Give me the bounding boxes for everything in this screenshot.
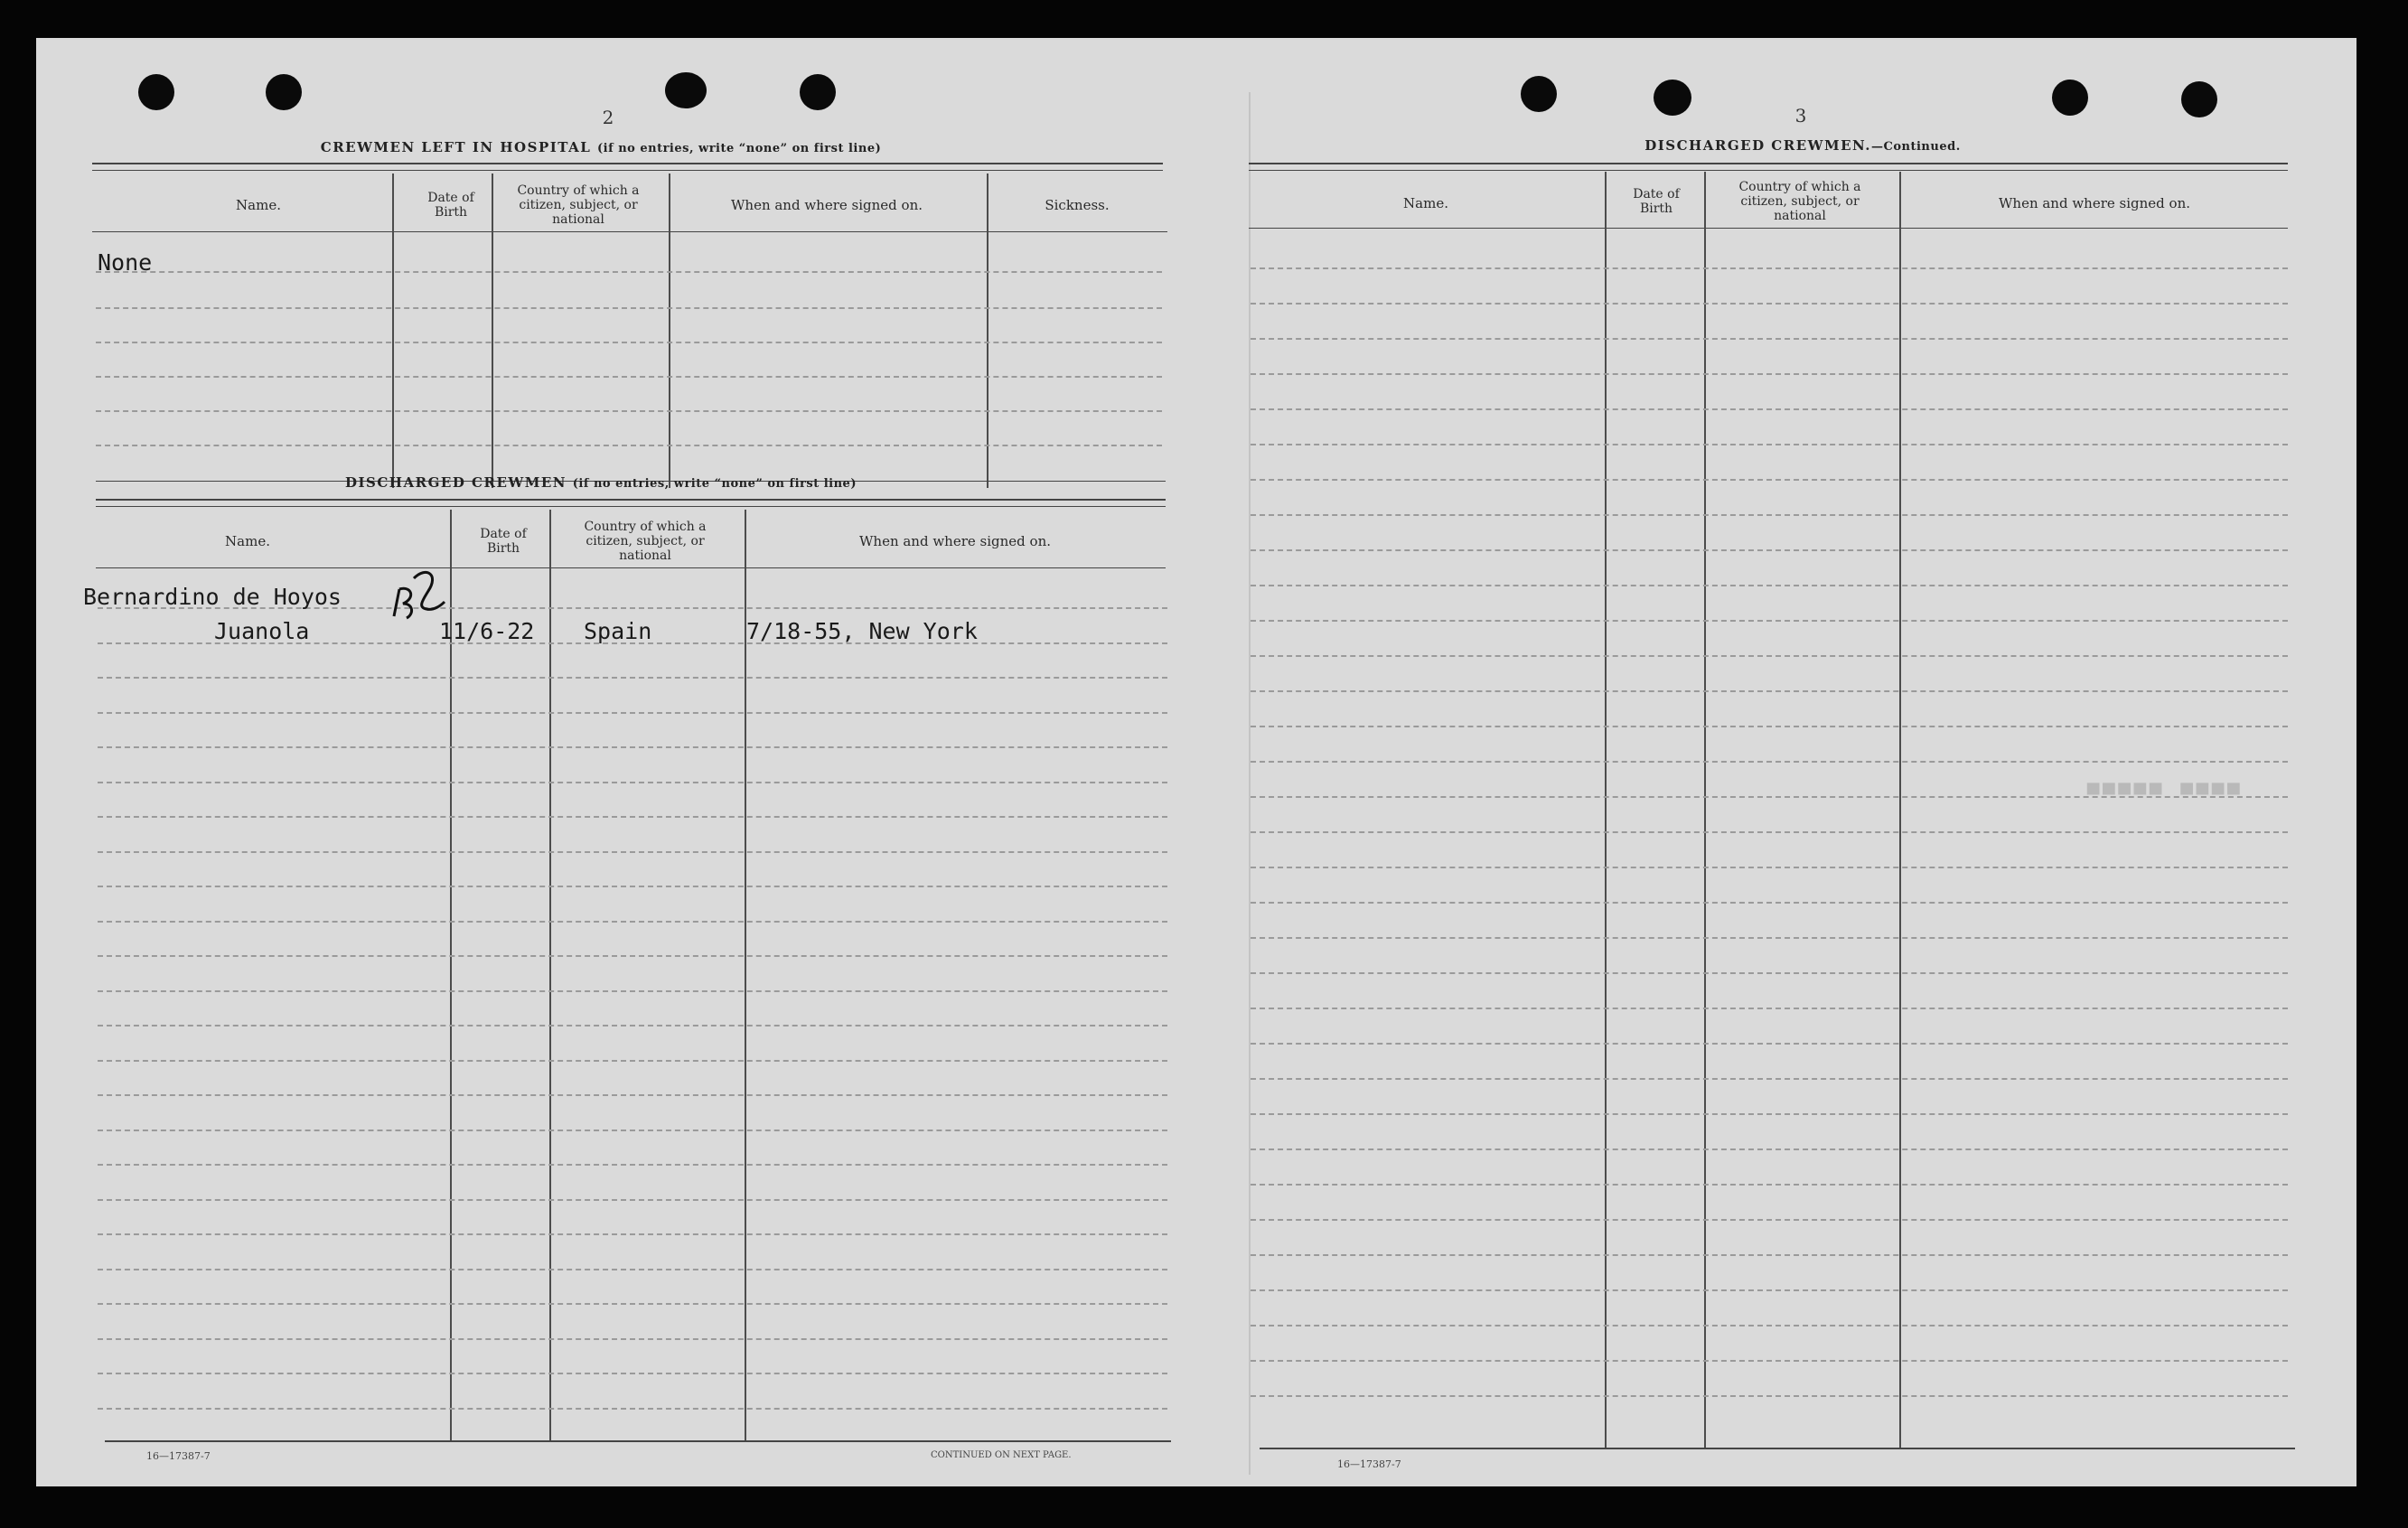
section-rule xyxy=(96,499,1166,507)
entry-line xyxy=(98,712,1167,714)
entry-line xyxy=(1251,585,2288,586)
page-bottom-rule xyxy=(105,1440,1171,1442)
page-number: 2 xyxy=(602,107,614,128)
entry-line xyxy=(1251,1360,2288,1362)
entry-line xyxy=(98,1233,1167,1235)
entry-line xyxy=(98,1338,1167,1340)
entry-line xyxy=(1251,761,2288,763)
entry-line xyxy=(1251,1289,2288,1291)
header-rule xyxy=(1249,228,2288,229)
column-header-sickness: Sickness. xyxy=(1045,197,1110,213)
entry-country: Spain xyxy=(584,618,652,644)
entry-line xyxy=(98,1164,1167,1166)
column-divider xyxy=(987,173,988,488)
entry-line xyxy=(1251,937,2288,939)
column-divider xyxy=(1605,172,1607,1449)
entry-line xyxy=(1251,1078,2288,1080)
column-divider xyxy=(1704,172,1706,1449)
entry-date-of-birth: 11/6-22 xyxy=(439,618,535,644)
entry-line xyxy=(1251,655,2288,657)
entry-line xyxy=(96,307,1162,309)
column-header-country: Country of which a citizen, subject, or national xyxy=(1738,180,1861,223)
entry-line xyxy=(1251,444,2288,445)
entry-line xyxy=(98,886,1167,887)
column-divider xyxy=(1899,172,1901,1449)
entry-line xyxy=(1251,1148,2288,1150)
entry-line xyxy=(1251,972,2288,974)
section-title-text: DISCHARGED CREWMEN. xyxy=(1644,137,1872,154)
entry-name-line1: Bernardino de Hoyos xyxy=(83,584,342,610)
entry-line xyxy=(1251,726,2288,727)
entry-line xyxy=(1251,1325,2288,1326)
entry-line xyxy=(1251,1395,2288,1397)
entry-name-line2: Juanola xyxy=(214,618,310,644)
entry-line xyxy=(98,1094,1167,1096)
entry-line xyxy=(98,1060,1167,1062)
section-note: (if no entries, write “none” on first line) xyxy=(597,142,882,155)
section-title-text: CREWMEN LEFT IN HOSPITAL xyxy=(320,139,592,155)
entry-line xyxy=(98,816,1167,818)
page-number: 3 xyxy=(1794,105,1807,127)
entry-line xyxy=(98,1373,1167,1374)
entry-line xyxy=(1251,831,2288,833)
continued-note: CONTINUED ON NEXT PAGE. xyxy=(931,1450,1072,1460)
column-header-name: Name. xyxy=(225,533,270,549)
entry-line xyxy=(98,677,1167,679)
entry-line xyxy=(96,376,1162,378)
entry-line xyxy=(1251,867,2288,868)
entry-line xyxy=(98,990,1167,992)
section-rule xyxy=(1249,163,2288,171)
entry-line xyxy=(1251,267,2288,269)
entry-line xyxy=(1251,1184,2288,1186)
entry-line xyxy=(1251,1008,2288,1009)
column-header-signed-on: When and where signed on. xyxy=(858,533,1051,549)
section-rule xyxy=(92,163,1163,171)
entry-line xyxy=(1251,514,2288,516)
column-divider xyxy=(669,173,670,488)
entry-line xyxy=(1251,902,2288,904)
form-number: 16—17387-7 xyxy=(146,1450,211,1462)
form-number: 16—17387-7 xyxy=(1337,1458,1401,1470)
entry-line xyxy=(1251,1219,2288,1221)
entry-line xyxy=(98,1303,1167,1305)
handwritten-initials xyxy=(387,562,450,625)
entry-line xyxy=(98,782,1167,783)
entry-line xyxy=(1251,373,2288,375)
entry-line xyxy=(1251,690,2288,692)
entry-line xyxy=(1251,1043,2288,1045)
header-rule xyxy=(96,567,1166,568)
left-page xyxy=(36,38,1247,1486)
column-header-country: Country of which a citizen, subject, or national xyxy=(517,183,640,227)
entry-line xyxy=(1251,408,2288,410)
entry-line xyxy=(98,746,1167,748)
entry-line xyxy=(96,342,1162,343)
column-divider xyxy=(492,173,493,488)
entry-line xyxy=(1251,338,2288,340)
entry-line xyxy=(1251,303,2288,305)
right-page xyxy=(1247,38,2356,1486)
entry-line xyxy=(1251,1254,2288,1256)
entry-line xyxy=(98,1199,1167,1201)
column-divider xyxy=(392,173,394,488)
column-header-date-of-birth: Date of Birth xyxy=(480,527,527,556)
entry-signed-on: 7/18-55, New York xyxy=(746,618,978,644)
entry-line xyxy=(96,410,1162,412)
discharged-section-title xyxy=(90,474,1111,491)
hospital-entry-name: None xyxy=(98,249,153,276)
column-header-date-of-birth: Date of Birth xyxy=(1633,187,1680,216)
column-divider xyxy=(745,510,746,1440)
section-title-suffix: —Continued. xyxy=(1871,140,1961,154)
entry-line xyxy=(1251,549,2288,551)
column-header-name: Name. xyxy=(236,197,281,213)
entry-line xyxy=(1251,620,2288,622)
column-divider xyxy=(450,510,452,1440)
column-header-signed-on: When and where signed on. xyxy=(730,197,923,213)
faint-stamp: ▀▀▀▀▀ ▀▀▀▀ xyxy=(2087,784,2244,807)
entry-line xyxy=(1251,479,2288,481)
column-header-country: Country of which a citizen, subject, or national xyxy=(584,520,707,563)
entry-line xyxy=(98,1130,1167,1131)
column-header-signed-on: When and where signed on. xyxy=(1998,195,2190,211)
entry-line xyxy=(96,271,1162,273)
entry-line xyxy=(98,921,1167,923)
section-note: (if no entries, write “none” on first line) xyxy=(572,477,857,491)
entry-line xyxy=(98,955,1167,957)
entry-line xyxy=(1251,1113,2288,1115)
entry-line xyxy=(98,851,1167,853)
hospital-section-title xyxy=(90,139,1111,155)
entry-line xyxy=(98,1025,1167,1026)
entry-line xyxy=(98,1269,1167,1270)
section-title-text: DISCHARGED CREWMEN xyxy=(345,474,567,491)
entry-line xyxy=(98,1408,1167,1410)
page-bottom-rule xyxy=(1260,1448,2295,1449)
header-rule xyxy=(92,231,1167,232)
column-divider xyxy=(549,510,551,1440)
entry-line xyxy=(96,445,1162,446)
discharged-continued-title xyxy=(1247,137,2358,154)
manifest-sheet xyxy=(36,38,2356,1486)
column-header-name: Name. xyxy=(1403,195,1448,211)
column-header-date-of-birth: Date of Birth xyxy=(427,191,474,220)
